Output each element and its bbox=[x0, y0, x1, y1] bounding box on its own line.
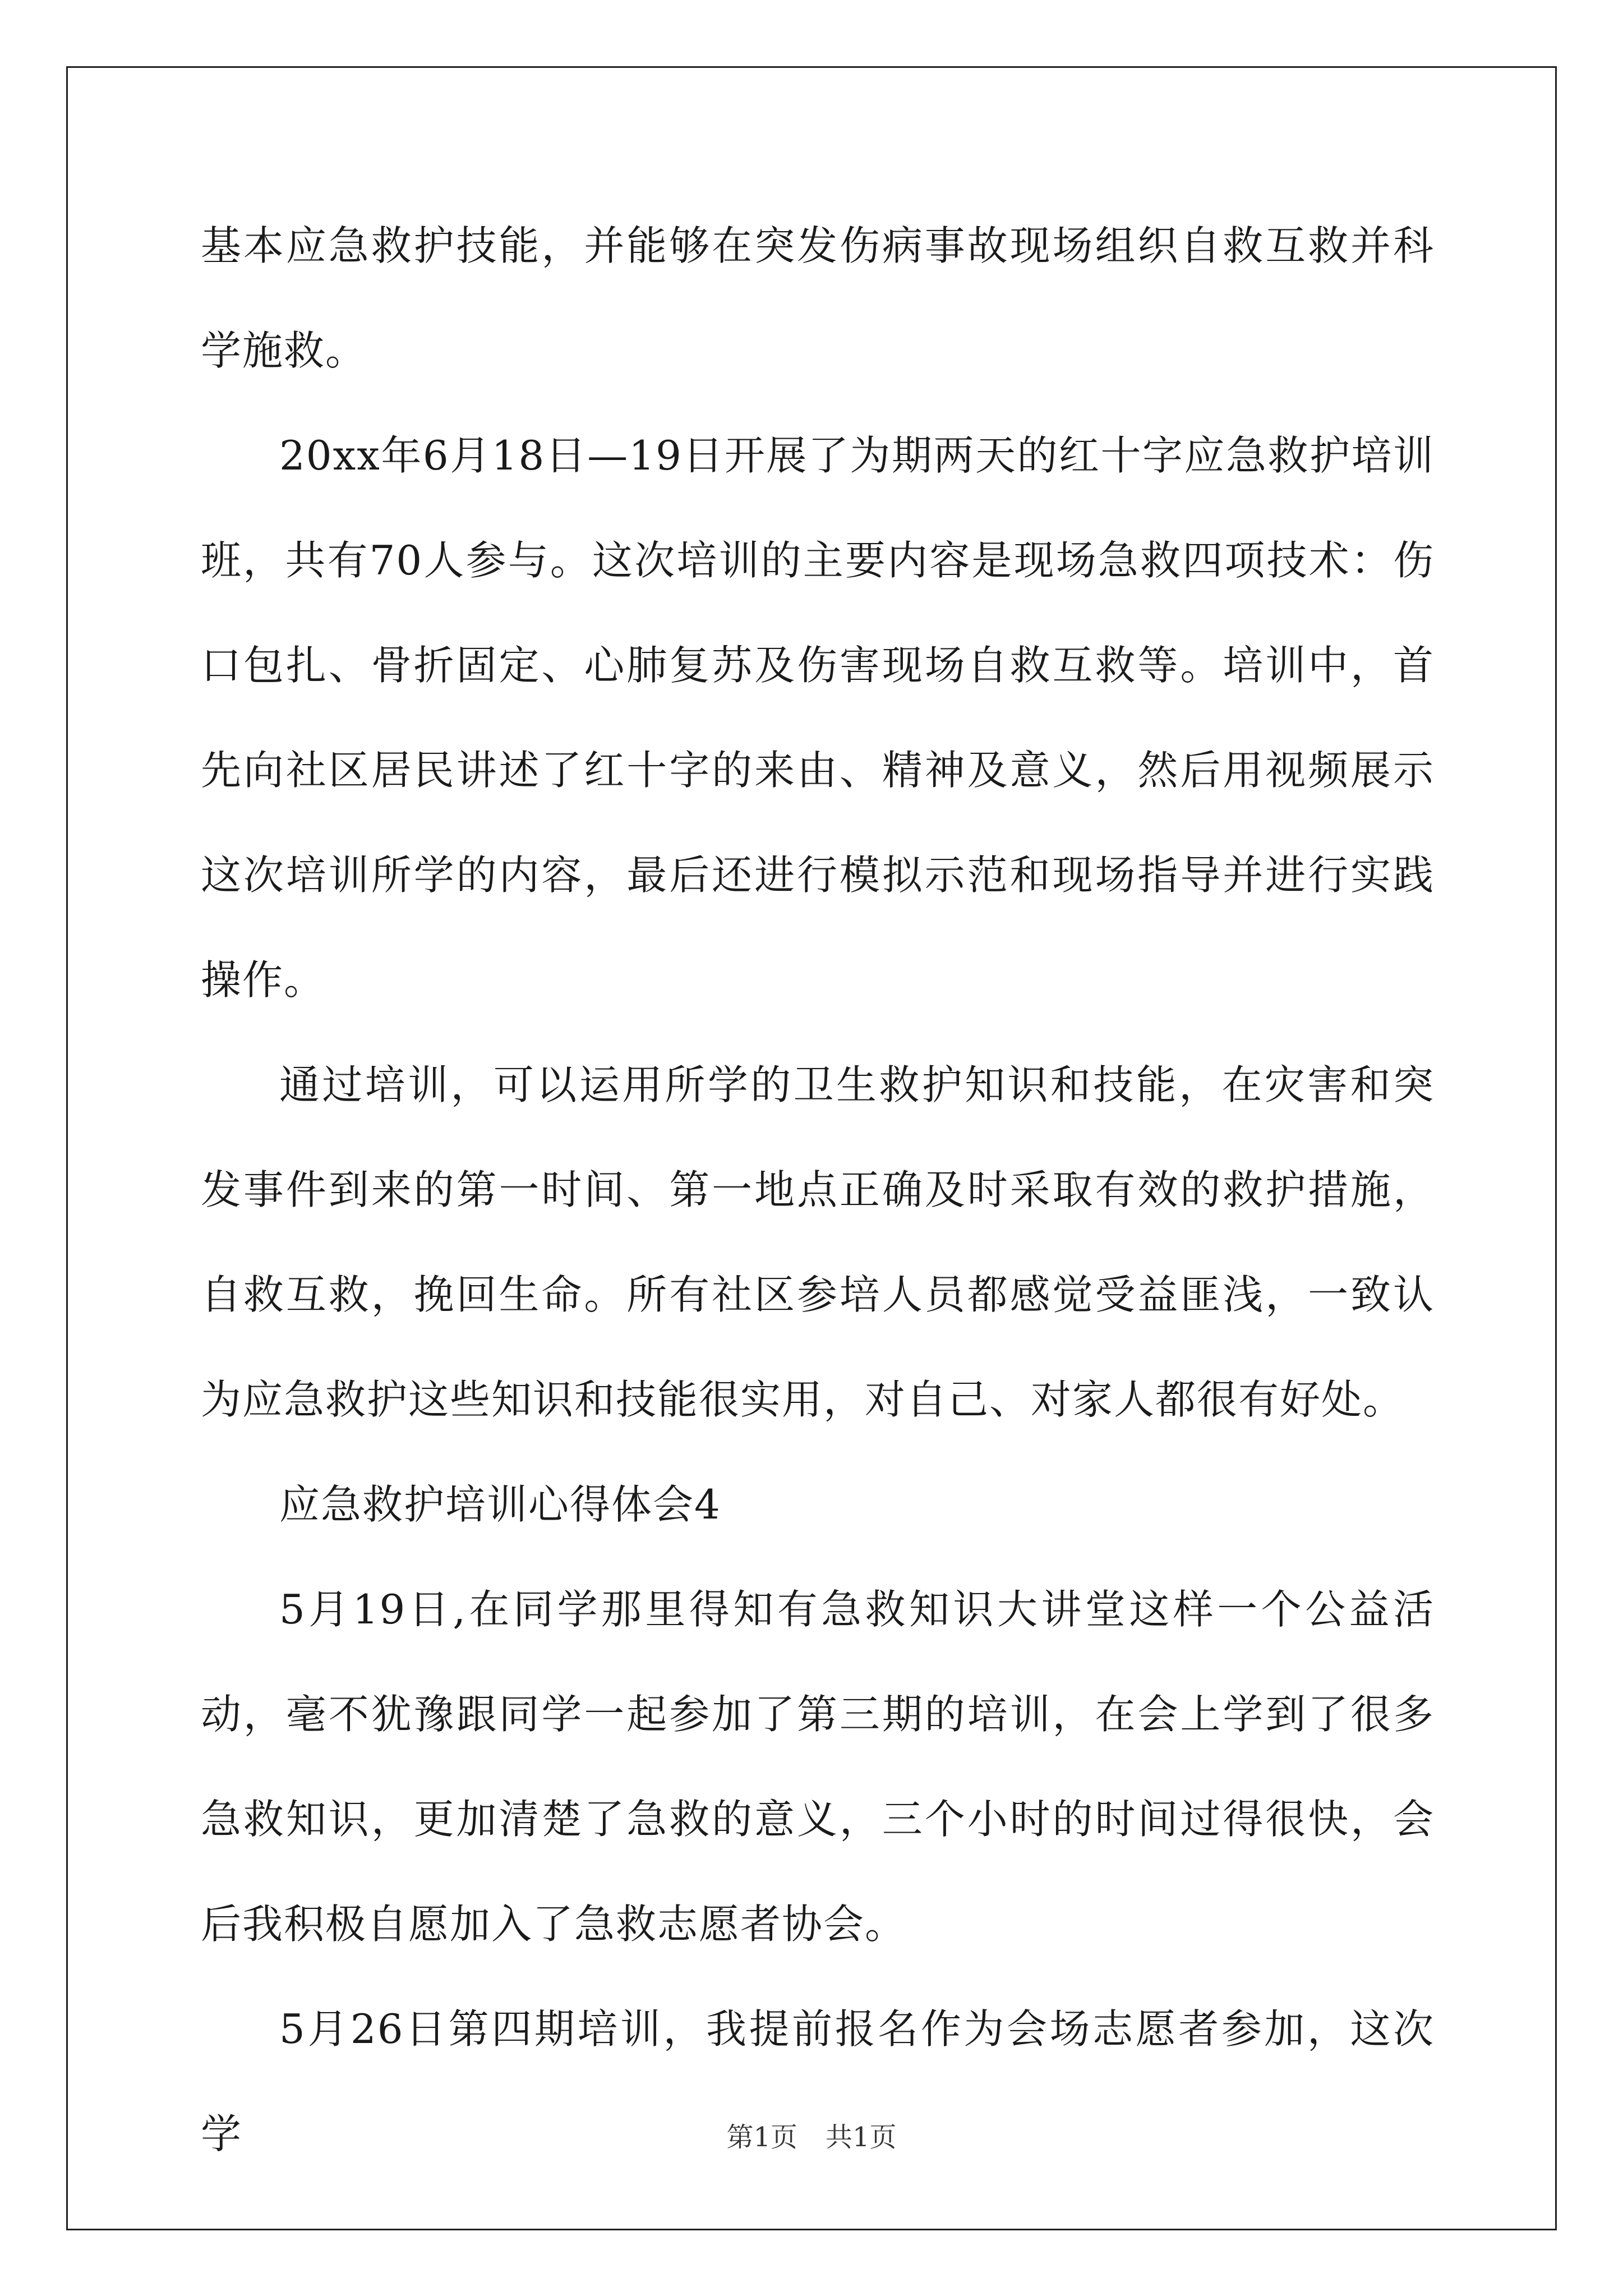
page-number: 第1页 bbox=[726, 2122, 797, 2153]
paragraph-1: 基本应急救护技能，并能够在突发伤病事故现场组织自救互救并科学施救。 bbox=[201, 222, 1435, 374]
paragraph-4: 5月19日,在同学那里得知有急救知识大讲堂这样一个公益活动，毫不犹豫跟同学一起参加了第三期的培训，在会上学到了很多急救知识，更加清楚了急救的意义，三个小时的时间过得很快，会后我积极自愿加入了急救志愿者协会。 bbox=[201, 1586, 1435, 1948]
paragraph-3: 通过培训，可以运用所学的卫生救护知识和技能，在灾害和突发事件到来的第一时间、第一地点正确及时采取有效的救护措施，自救互救，挽回生命。所有社区参培人员都感觉受益匪浅，一致认为应急救护这些知识和技能很实用，对自己、对家人都很有好处。 bbox=[201, 1061, 1435, 1423]
page-total: 共1页 bbox=[826, 2122, 897, 2153]
section-heading: 应急救护培训心得体会4 bbox=[279, 1481, 721, 1528]
paragraph-2: 20xx年6月18日—19日开展了为期两天的红十字应急救护培训班，共有70人参与。这次培训的主要内容是现场急救四项技术：伤口包扎、骨折固定、心肺复苏及伤害现场自救互救等。培训中，首先向社区居民讲述了红十字的来由、精神及意义，然后用视频展示这次培训所学的内容，最后还进行模拟示范和现场指导并进行实践操作。 bbox=[201, 432, 1435, 1004]
page-footer bbox=[0, 2120, 1623, 2154]
paragraph-5: 5月26日第四期培训，我提前报名作为会场志愿者参加，这次学 bbox=[201, 2005, 1435, 2157]
document-body bbox=[201, 194, 1435, 2187]
